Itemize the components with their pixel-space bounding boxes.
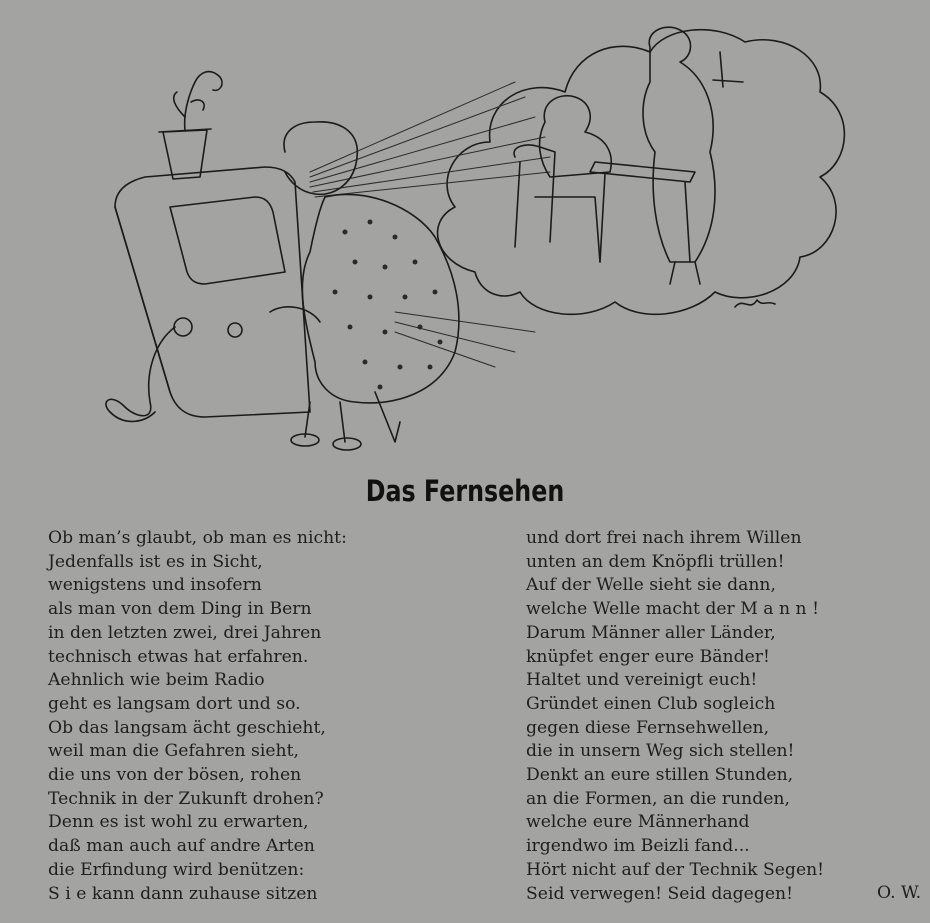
poem-line: und dort frei nach ihrem Willen xyxy=(526,528,802,548)
chair xyxy=(514,145,600,262)
poem-line: knüpfet enger eure Bänder! xyxy=(526,646,770,667)
poem-line: Haltet und vereinigt euch! xyxy=(526,670,758,691)
poem-line: Aehnlich wie beim Radio xyxy=(48,670,265,691)
man-figure xyxy=(540,96,612,177)
tv-screen xyxy=(170,197,285,284)
sight-rays xyxy=(310,82,550,367)
poem-line: Denn es ist wohl zu erwarten, xyxy=(48,812,309,833)
poem-line: weil man die Gefahren sieht, xyxy=(48,741,299,762)
tv-knob-right xyxy=(228,323,242,337)
dress-heart-pattern xyxy=(333,220,443,390)
cartoon-drawing xyxy=(95,22,855,462)
poem-line: Auf der Welle sieht sie dann, xyxy=(526,575,776,596)
poem-line: Hört nicht auf der Technik Segen! xyxy=(526,859,825,880)
wilted-flower xyxy=(185,72,222,130)
cartoon-illustration xyxy=(95,22,855,462)
poem-line: Darum Männer aller Länder, xyxy=(526,622,776,643)
poem-line: geht es langsam dort und so. xyxy=(48,693,301,714)
thought-cloud xyxy=(438,30,845,315)
poem-line: Technik in der Zukunft drohen? xyxy=(48,788,324,809)
poem-line: an die Formen, an die runden, xyxy=(526,788,790,809)
author-signature: O. W. xyxy=(877,883,922,903)
poem-line: Seid verwegen! Seid dagegen! xyxy=(526,883,793,904)
poem-line: als man von dem Ding in Bern xyxy=(48,599,312,620)
poem-line: irgendwo im Beizli fand... xyxy=(526,836,750,857)
poem-line: Jedenfalls ist es in Sicht, xyxy=(48,551,263,572)
poem-left-column xyxy=(48,527,347,906)
waitress-figure xyxy=(643,27,715,262)
table xyxy=(590,162,695,262)
poem-line: daß man auch auf andre Arten xyxy=(48,836,315,857)
poem-line: unten an dem Knöpfli trüllen! xyxy=(526,551,785,572)
poem-line: Ob man’s glaubt, ob man es nicht: xyxy=(48,528,347,548)
artist-monogram xyxy=(735,300,775,307)
page-title: Das Fernsehen xyxy=(365,474,565,508)
poem-line: die uns von der bösen, rohen xyxy=(48,765,302,786)
poem-line: Ob das langsam ächt geschieht, xyxy=(48,717,326,738)
poem-line: welche eure Männerhand xyxy=(526,812,750,833)
poem-line: technisch etwas hat erfahren. xyxy=(48,646,309,667)
poem-line: Denkt an eure stillen Stunden, xyxy=(526,765,794,786)
poem-line: Gründet einen Club sogleich xyxy=(526,693,776,714)
woman-dress xyxy=(302,194,459,403)
poem-line: die Erfindung wird benützen: xyxy=(48,859,305,880)
tv-knob-left xyxy=(174,318,192,336)
poem-line: welche Welle macht der M a n n ! xyxy=(526,599,819,620)
poem-line: gegen diese Fernsehwellen, xyxy=(526,717,770,738)
flower-pot xyxy=(163,130,207,179)
poem-right-column xyxy=(526,527,824,906)
poem-line: die in unsern Weg sich stellen! xyxy=(526,741,795,762)
tv-cabinet xyxy=(115,167,310,417)
poem-line: in den letzten zwei, drei Jahren xyxy=(48,622,322,643)
poem-line: wenigstens und insofern xyxy=(48,575,262,596)
poem-line: S i e kann dann zuhause sitzen xyxy=(48,883,318,904)
